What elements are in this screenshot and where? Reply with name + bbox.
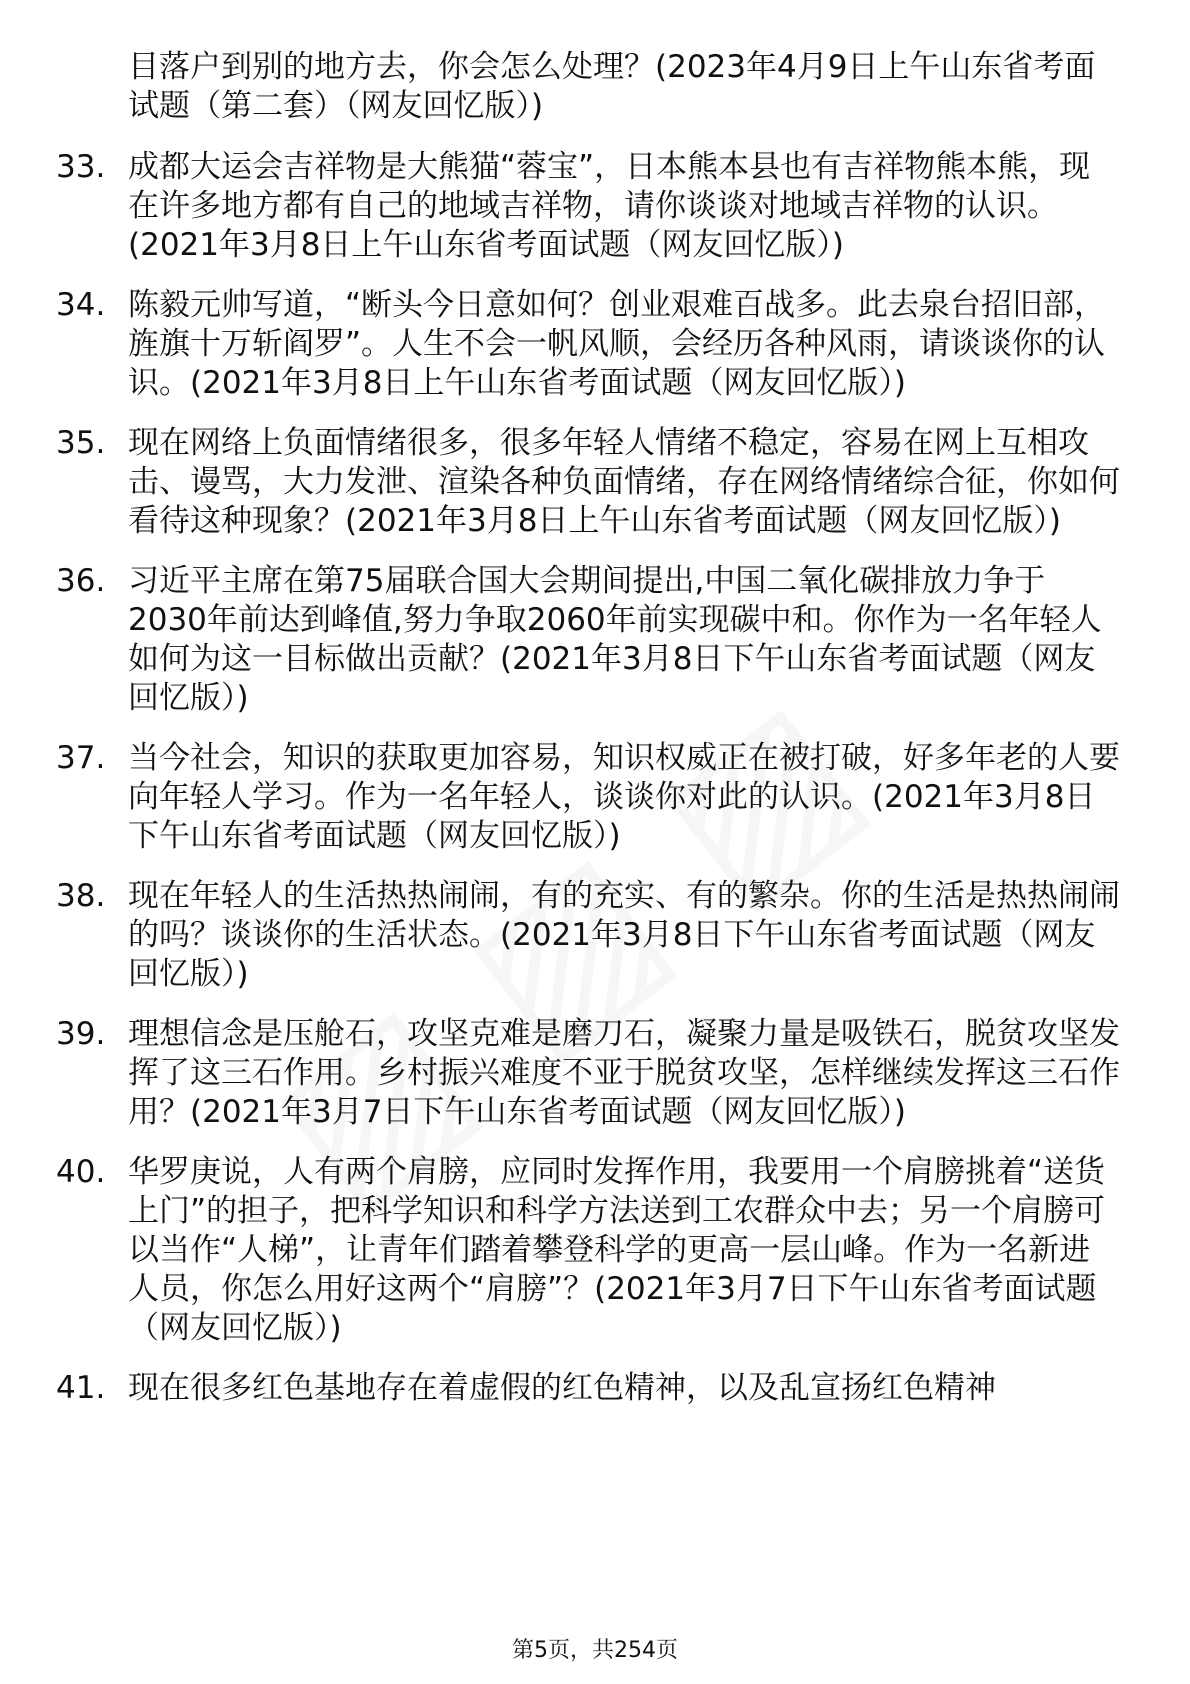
page-number-footer: 第5页，共254页 [512, 1638, 678, 1663]
question-number: 38. [56, 878, 106, 914]
question-item [0, 1153, 1190, 1348]
question-item [0, 286, 1190, 403]
question-number: 37. [56, 740, 106, 776]
question-continuation-text: 目落户到别的地方去，你会怎么处理？(2023年4月9日上午山东省考面试题（第二套）（网友回忆版）) [128, 49, 1096, 124]
question-text: 习近平主席在第75届联合国大会期间提出,中国二氧化碳排放力争于2030年前达到峰值,努力争取2060年前实现碳中和。你作为一名年轻人如何为这一目标做出贡献？(2021年3月8日下午山东省考面试题（网友回忆版）) [128, 563, 1102, 716]
question-number: 35. [56, 425, 106, 461]
question-text: 现在年轻人的生活热热闹闹，有的充实、有的繁杂。你的生活是热热闹闹的吗？谈谈你的生活状态。(2021年3月8日下午山东省考面试题（网友回忆版）) [128, 878, 1120, 992]
question-item [0, 148, 1190, 265]
question-number: 39. [56, 1016, 106, 1052]
question-number: 36. [56, 563, 106, 599]
question-list [0, 148, 1190, 1429]
question-item [0, 562, 1190, 718]
question-item [0, 1015, 1190, 1132]
question-number: 33. [56, 149, 106, 185]
question-text: 华罗庚说，人有两个肩膀，应同时发挥作用，我要用一个肩膀挑着“送货上门”的担子，把科学知识和科学方法送到工农群众中去；另一个肩膀可以当作“人梯”，让青年们踏着攀登科学的更高一层山峰。作为一名新进人员，你怎么用好这两个“肩膀”？(2021年3月7日下午山东省考面试题（网友回忆版）) [128, 1154, 1106, 1346]
question-text: 当今社会，知识的获取更加容易，知识权威正在被打破，好多年老的人要向年轻人学习。作为一名年轻人，谈谈你对此的认识。(2021年3月8日下午山东省考面试题（网友回忆版）) [128, 740, 1120, 854]
question-text: 理想信念是压舱石，攻坚克难是磨刀石，凝聚力量是吸铁石，脱贫攻坚发挥了这三石作用。乡村振兴难度不亚于脱贫攻坚，怎样继续发挥这三石作用？(2021年3月7日下午山东省考面试题（网友回忆版）) [128, 1016, 1120, 1130]
question-text: 成都大运会吉祥物是大熊猫“蓉宝”，日本熊本县也有吉祥物熊本熊，现在许多地方都有自己的地域吉祥物，请你谈谈对地域吉祥物的认识。(2021年3月8日上午山东省考面试题（网友回忆版）) [128, 149, 1091, 263]
question-item [0, 739, 1190, 856]
question-item [0, 877, 1190, 994]
question-item [0, 424, 1190, 541]
question-item [0, 1369, 1190, 1408]
question-text: 现在很多红色基地存在着虚假的红色精神，以及乱宣扬红色精神 [128, 1370, 996, 1406]
question-text: 陈毅元帅写道，“断头今日意如何？创业艰难百战多。此去泉台招旧部，旌旗十万斩阎罗”。人生不会一帆风顺，会经历各种风雨，请谈谈你的认识。(2021年3月8日上午山东省考面试题（网友回忆版）) [128, 287, 1106, 401]
question-number: 34. [56, 287, 106, 323]
question-number: 41. [56, 1370, 106, 1406]
question-text: 现在网络上负面情绪很多，很多年轻人情绪不稳定，容易在网上互相攻击、谩骂，大力发泄、渲染各种负面情绪，存在网络情绪综合征，你如何看待这种现象？(2021年3月8日上午山东省考面试题（网友回忆版）) [128, 425, 1120, 539]
question-number: 40. [56, 1154, 106, 1190]
